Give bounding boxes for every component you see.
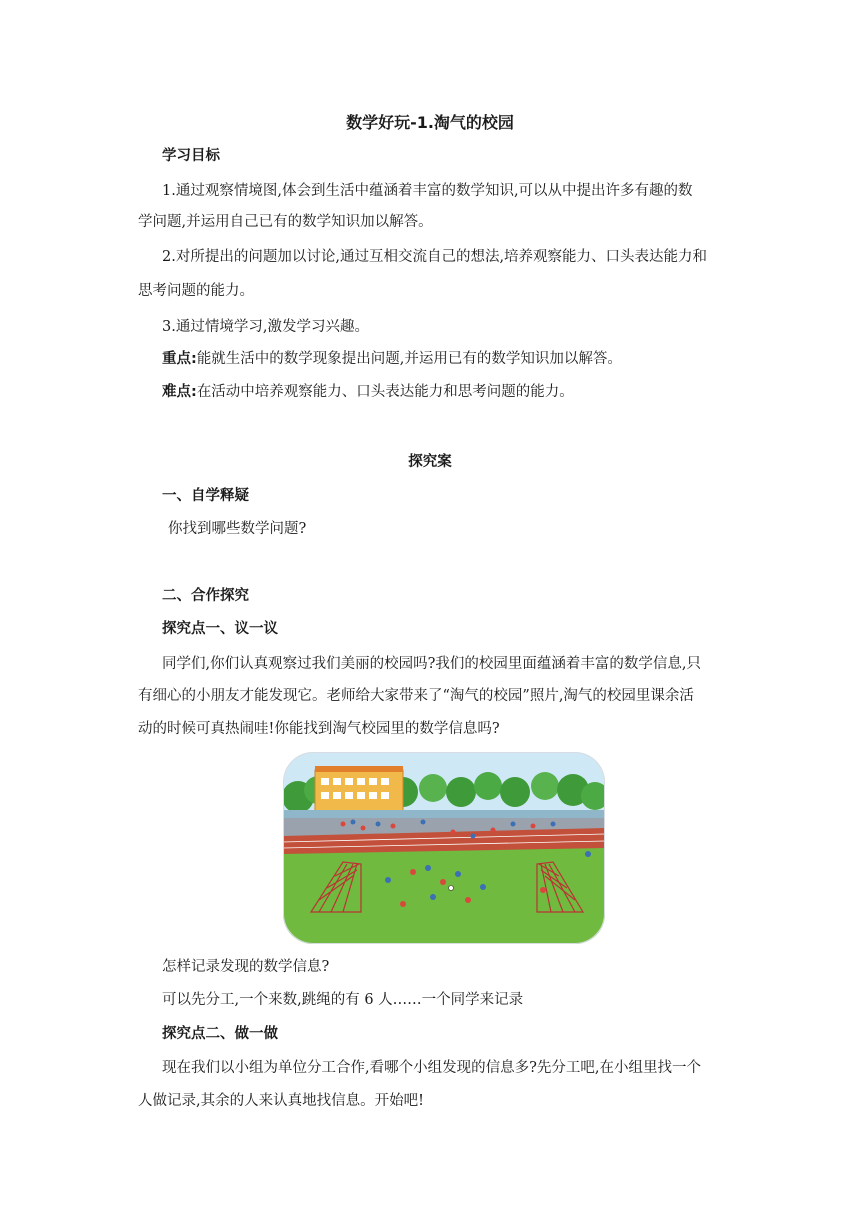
self-study-heading: 一、自学释疑 [162,488,249,504]
key-point [0,349,860,369]
point1-line: 有细心的小朋友才能发现它。老师给大家带来了“淘气的校园”照片,淘气的校园里课余活 [138,688,694,704]
page-title: 数学好玩-1.淘气的校园 [346,113,514,132]
point1-line: 动的时候可真热闹哇!你能找到淘气校园里的数学信息吗? [138,721,500,737]
point2-line: 现在我们以小组为单位分工合作,看哪个小组发现的信息多?先分工吧,在小组里找一个 [162,1060,701,1076]
self-study-question: 你找到哪些数学问题? [168,521,307,537]
key-point-text: 能就生活中的数学现象提出问题,并运用已有的数学知识加以解答。 [196,351,622,367]
goal-line: 学问题,并运用自己已有的数学知识加以解答。 [138,214,433,230]
explore-heading: 探究案 [408,454,452,470]
cooperation-heading: 二、合作探究 [162,588,249,604]
record-answer: 可以先分工,一个来数,跳绳的有 6 人……一个同学来记录 [162,992,524,1008]
difficulty-text: 在活动中培养观察能力、口头表达能力和思考问题的能力。 [196,384,574,400]
learning-goals-heading: 学习目标 [162,148,220,164]
goal-line: 思考问题的能力。 [138,283,254,299]
record-question: 怎样记录发现的数学信息? [162,959,330,975]
school-building [315,766,403,814]
difficulty-point [0,382,860,402]
campus-illustration [283,752,605,944]
key-point-label: 重点: [162,351,197,367]
point1-heading: 探究点一、议一议 [162,621,278,637]
difficulty-label: 难点: [162,384,197,400]
goal-line: 1.通过观察情境图,体会到生活中蕴涵着丰富的数学知识,可以从中提出许多有趣的数 [162,183,693,199]
point1-line: 同学们,你们认真观察过我们美丽的校园吗?我们的校园里面蕴涵着丰富的数学信息,只 [162,656,701,672]
goal-line: 3.通过情境学习,激发学习兴趣。 [162,319,369,335]
point2-line: 人做记录,其余的人来认真地找信息。开始吧! [138,1093,424,1109]
goal-line: 2.对所提出的问题加以讨论,通过互相交流自己的想法,培养观察能力、口头表达能力和 [162,249,708,265]
point2-heading: 探究点二、做一做 [162,1026,278,1042]
